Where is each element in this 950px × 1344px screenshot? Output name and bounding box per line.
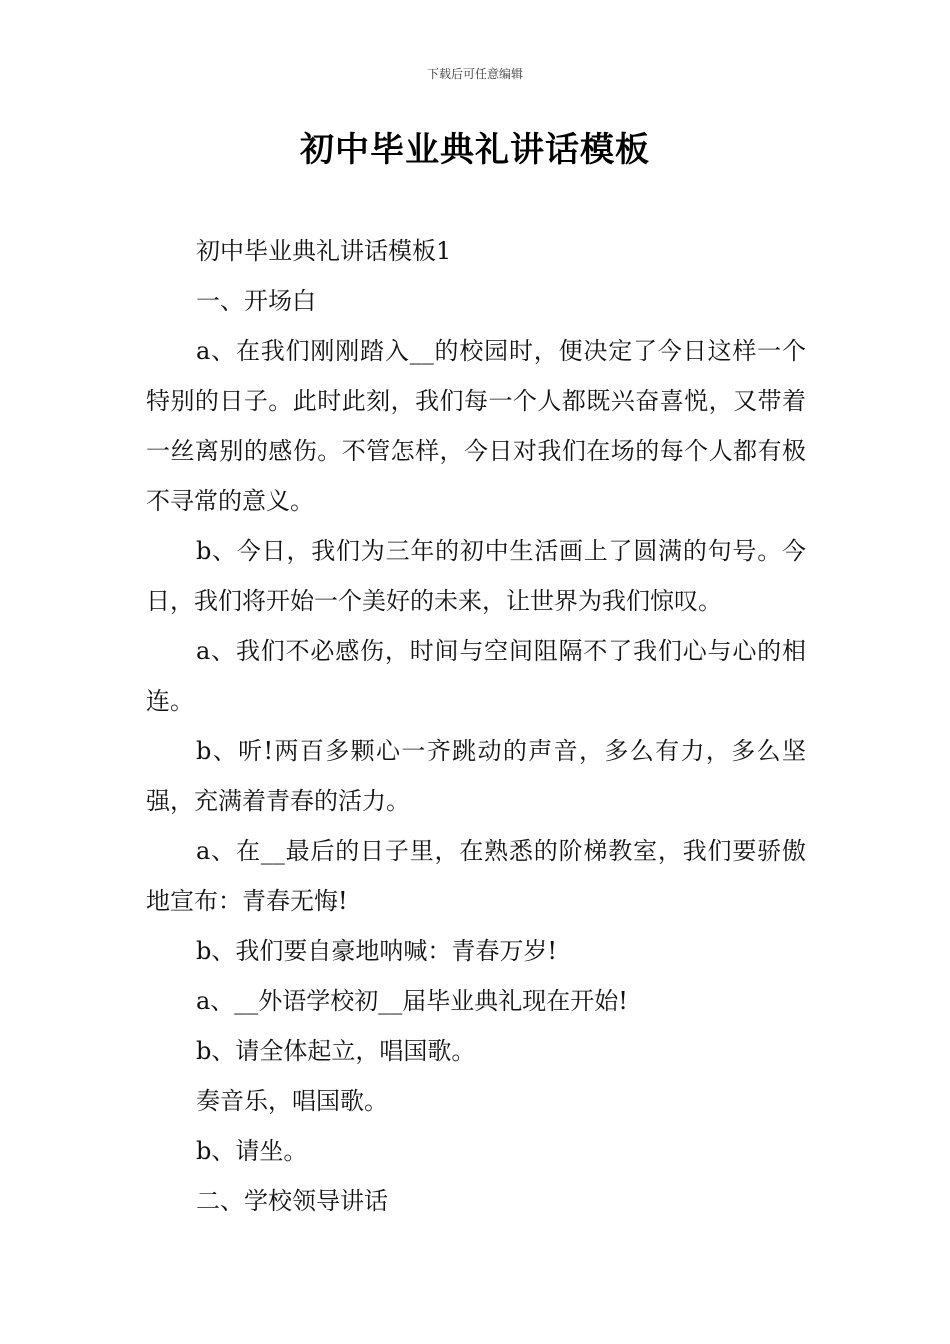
body-paragraph: b、今日，我们为三年的初中生活画上了圆满的句号。今日，我们将开始一个美好的未来，让世界为我们惊叹。 <box>146 537 806 615</box>
document-title: 初中毕业典礼讲话模板 <box>300 130 650 170</box>
body-paragraph: 奏音乐，唱国歌。 <box>196 1087 388 1115</box>
header-note: 下载后可任意编辑 <box>426 67 523 81</box>
document-body <box>146 226 806 1226</box>
section-heading-leader-speech: 二、学校领导讲话 <box>196 1187 388 1215</box>
body-paragraph: a、在我们刚刚踏入__的校园时，便决定了今日这样一个特别的日子。此时此刻，我们每一个人都既兴奋喜悦，又带着一丝离别的感伤。不管怎样，今日对我们在场的每个人都有极不寻常的意义。 <box>146 337 806 515</box>
body-paragraph: b、请坐。 <box>196 1137 308 1165</box>
subtitle-paragraph: 初中毕业典礼讲话模板1 <box>196 237 452 265</box>
body-paragraph: b、听!两百多颗心一齐跳动的声音，多么有力，多么坚强，充满着青春的活力。 <box>146 737 806 815</box>
body-paragraph: a、__外语学校初__届毕业典礼现在开始! <box>196 987 628 1015</box>
body-paragraph: a、我们不必感伤，时间与空间阻隔不了我们心与心的相连。 <box>146 637 806 715</box>
body-paragraph: a、在__最后的日子里，在熟悉的阶梯教室，我们要骄傲地宣布：青春无悔! <box>146 837 806 915</box>
section-heading-opening: 一、开场白 <box>196 287 316 315</box>
body-paragraph: b、请全体起立，唱国歌。 <box>196 1037 476 1065</box>
body-paragraph: b、我们要自豪地呐喊：青春万岁! <box>196 937 558 965</box>
